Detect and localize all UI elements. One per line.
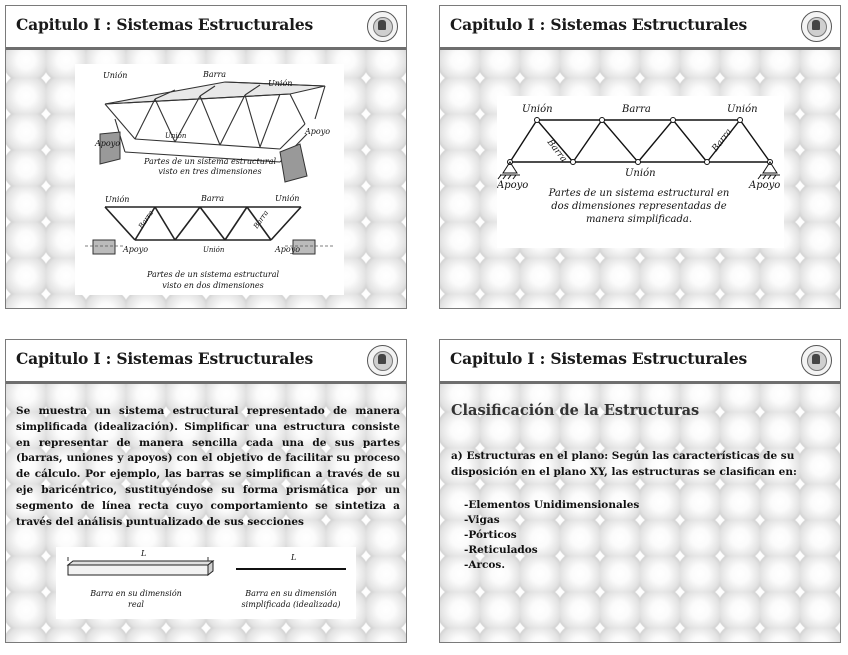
support-left-3d	[100, 132, 120, 164]
bar-real-vs-idealized-illustration	[56, 547, 356, 619]
simplified-truss-figure	[497, 96, 784, 248]
structure-types-list	[464, 498, 639, 573]
label-union-6: Unión	[203, 246, 225, 254]
caption-line-1: Partes de un sistema estructural en	[548, 188, 730, 199]
list-item: -Vigas	[464, 514, 500, 526]
label-barra-3: Barra	[710, 127, 735, 154]
slide-header	[440, 340, 840, 384]
label-union-1: Unión	[522, 104, 553, 115]
label-barra-4: Barra	[252, 209, 271, 231]
university-seal-icon	[367, 11, 398, 42]
caption-ideal-line-2: simplificada (idealizada)	[241, 600, 341, 609]
slide-title: Capitulo I : Sistemas Estructurales	[16, 15, 314, 34]
truss-2d-drawing	[105, 207, 301, 240]
slide-2	[439, 5, 841, 309]
label-apoyo-4: Apoyo	[275, 245, 301, 254]
caption-top-line-1: Partes de un sistema estructural	[143, 157, 277, 166]
support-right-3d	[280, 144, 307, 182]
label-union-2: Unión	[727, 104, 758, 115]
slide-header	[6, 6, 406, 50]
label-apoyo-2: Apoyo	[305, 127, 331, 136]
slide-title: Capitulo I : Sistemas Estructurales	[450, 349, 748, 368]
label-union-4: Unión	[105, 195, 130, 204]
truss-figure	[75, 64, 344, 295]
label-union-3: Unión	[165, 132, 187, 140]
classification-item	[451, 448, 831, 480]
label-union-2: Unión	[268, 79, 293, 88]
caption-real-line-2: real	[128, 600, 144, 609]
simplified-truss-illustration	[497, 96, 784, 248]
caption-line-3: manera simplificada.	[585, 214, 693, 225]
label-apoyo-1: Apoyo	[497, 180, 529, 191]
truss-3d-and-2d-illustration	[75, 64, 344, 295]
item-label: a)	[451, 450, 463, 462]
label-apoyo-2: Apoyo	[749, 180, 781, 191]
university-seal-icon	[367, 345, 398, 376]
label-apoyo-3: Apoyo	[123, 245, 149, 254]
prismatic-bar-drawing	[68, 561, 213, 575]
label-barra-2: Barra	[544, 137, 569, 165]
caption-top-line-2: visto en tres dimensiones	[158, 167, 262, 176]
label-barra-3: Barra	[137, 209, 156, 231]
caption-ideal-line-1: Barra en su dimensión	[245, 589, 337, 598]
label-barra-1: Barra	[622, 104, 651, 115]
label-union-3: Unión	[625, 168, 656, 179]
list-item: -Arcos.	[464, 559, 506, 571]
label-barra-1: Barra	[203, 70, 227, 79]
length-label-real: L	[141, 549, 147, 558]
bar-comparison-figure	[56, 547, 356, 619]
caption-line-2: dos dimensiones representadas de	[551, 201, 727, 212]
slide-header	[440, 6, 840, 50]
university-seal-icon	[801, 345, 832, 376]
slide-title: Capitulo I : Sistemas Estructurales	[16, 349, 314, 368]
caption-bottom-line-2: visto en dos dimensiones	[162, 281, 264, 290]
caption-real-line-1: Barra en su dimensión	[90, 589, 182, 598]
length-label-idealized: L	[291, 553, 297, 562]
label-union-5: Unión	[275, 194, 300, 203]
university-seal-icon	[801, 11, 832, 42]
slide-1	[5, 5, 407, 309]
section-subtitle: Clasificación de la Estructuras	[451, 402, 700, 419]
label-apoyo-1: Apoyo	[95, 139, 121, 148]
caption-bottom-line-1: Partes de un sistema estructural	[146, 270, 280, 279]
slide-3	[5, 339, 407, 643]
slide-header	[6, 340, 406, 384]
list-item: -Pórticos	[464, 529, 517, 541]
list-item: -Elementos Unidimensionales	[464, 499, 640, 511]
list-item: -Reticulados	[464, 544, 538, 556]
label-barra-2: Barra	[201, 194, 225, 203]
support-left-2d	[93, 240, 115, 254]
slide-title: Capitulo I : Sistemas Estructurales	[450, 15, 748, 34]
slide-4	[439, 339, 841, 643]
item-text: Estructuras en el plano: Según las características de su disposición en el plano XY, las estructuras se clasifican en:	[451, 450, 797, 478]
slide-paragraph: Se muestra un sistema estructural representado de manera simplificada (idealización). Simplificar una estructura consiste en representar de manera sencilla cada una de sus partes (barras, uniones y apoyos) con el objetivo de facilitar su proceso de cálculo. Por ejemplo, las barras se simplifican a través de su eje baricéntrico, sustituyéndose su forma prismática por un segmento de línea recta cuyo comportamiento se sintetiza a través del análisis puntualizado de sus secciones	[16, 405, 400, 528]
label-union-1: Unión	[103, 71, 128, 80]
